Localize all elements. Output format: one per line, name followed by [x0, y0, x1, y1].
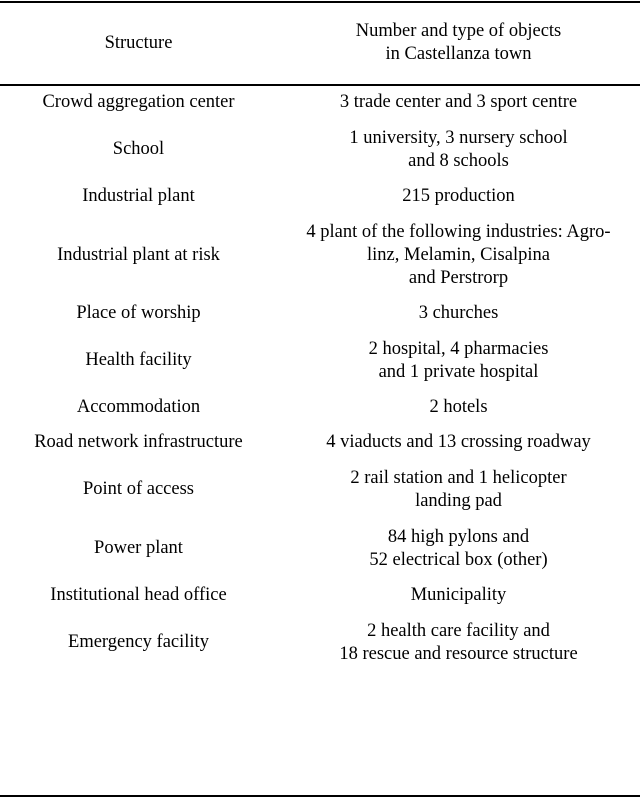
- objects-cell: 3 trade center and 3 sport centre: [339, 92, 578, 112]
- structure-cell: Crowd aggregation center: [42, 92, 235, 112]
- structure-cell: Accommodation: [76, 397, 201, 417]
- objects-cell: 2 hospital, 4 pharmacies and 1 private hospital: [368, 338, 549, 382]
- table-row: [0, 120, 640, 179]
- header-objects-label: Number and type of objects in Castellanza town: [355, 21, 562, 64]
- table-row: [0, 214, 640, 296]
- table-header: [0, 2, 640, 84]
- table-row: [0, 578, 640, 613]
- table-row: [0, 179, 640, 214]
- table-body: [0, 85, 640, 672]
- table-row: [0, 85, 640, 120]
- structure-cell: Place of worship: [76, 303, 201, 323]
- table-row: [0, 390, 640, 425]
- table-row: [0, 460, 640, 519]
- table-row: [0, 425, 640, 460]
- objects-cell: 4 viaducts and 13 crossing roadway: [326, 432, 591, 452]
- header-structure-cell: [0, 2, 277, 84]
- structure-cell: Institutional head office: [50, 585, 227, 605]
- table-row: [0, 296, 640, 331]
- structure-cell: Point of access: [83, 479, 194, 499]
- structure-cell: Road network infrastructure: [34, 432, 243, 452]
- structure-cell: Emergency facility: [68, 632, 209, 652]
- table-row: [0, 519, 640, 578]
- objects-cell: 4 plant of the following industries: Agro- linz, Melamin, Cisalpina and Perstrorp: [306, 221, 611, 288]
- header-objects-cell: [277, 2, 640, 84]
- objects-cell: 84 high pylons and 52 electrical box (other): [369, 526, 548, 570]
- structure-cell: Health facility: [85, 350, 192, 370]
- structure-cell: Industrial plant at risk: [57, 244, 220, 265]
- objects-cell: 1 university, 3 nursery school and 8 schools: [349, 127, 568, 171]
- objects-cell: 3 churches: [418, 303, 499, 323]
- structure-cell: Power plant: [94, 538, 183, 558]
- objects-cell: Municipality: [410, 585, 507, 605]
- structure-cell: School: [112, 139, 165, 159]
- table-row: [0, 613, 640, 672]
- header-structure-label: Structure: [104, 32, 173, 53]
- objects-cell: 2 rail station and 1 helicopter landing pad: [350, 467, 567, 511]
- objects-cell: 2 hotels: [429, 397, 488, 417]
- table-bottom-rule: [0, 795, 640, 797]
- structure-cell: Industrial plant: [82, 186, 195, 206]
- objects-cell: 2 health care facility and 18 rescue and resource structure: [339, 620, 578, 664]
- objects-cell: 215 production: [402, 186, 515, 206]
- table-row: [0, 331, 640, 390]
